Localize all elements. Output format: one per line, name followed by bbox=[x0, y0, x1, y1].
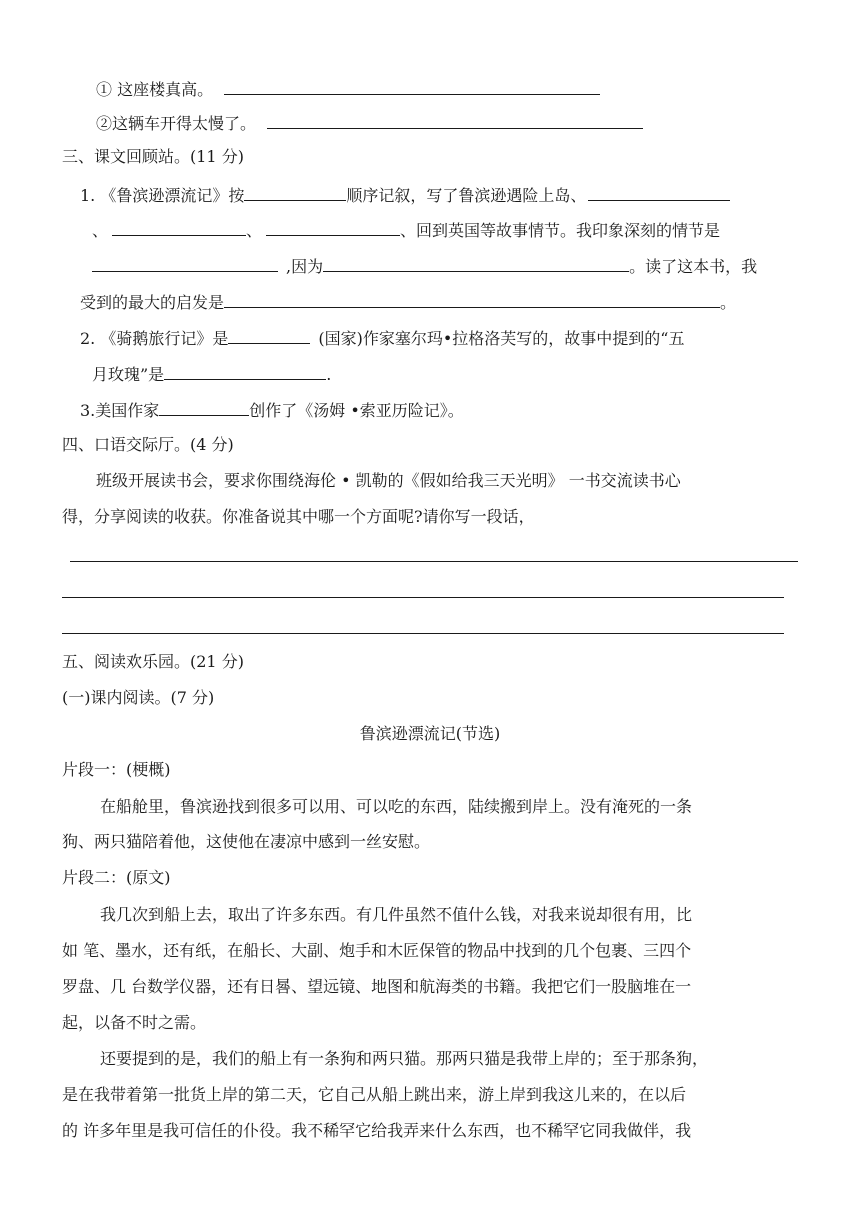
answer-blank[interactable] bbox=[112, 219, 246, 236]
answer-blank[interactable] bbox=[588, 184, 730, 201]
fragment-2-line: 是在我带着第一批货上岸的第二天，它自己从船上跳出来，游上岸到我这儿来的，在以后 bbox=[62, 1085, 687, 1104]
fragment-2-line: 如 笔、墨水，还有纸，在船长、大副、炮手和木匠保管的物品中找到的几个包裹、三四个 bbox=[62, 941, 692, 960]
q3-text: 受到的最大的启发是 bbox=[80, 293, 225, 312]
fragment-1-line: 在船舱里，鲁滨逊找到很多可以用、可以吃的东西，陆续搬到岸上。没有淹死的一条 bbox=[100, 797, 693, 816]
writing-line[interactable] bbox=[62, 597, 784, 598]
q5-heading: 五、阅读欢乐园。(21 分) bbox=[62, 652, 244, 671]
q3-text: 1. 《鲁滨逊漂流记》按 bbox=[80, 186, 245, 205]
q2-item-1 bbox=[96, 78, 600, 100]
q3-text: 、 bbox=[92, 221, 109, 240]
answer-blank[interactable] bbox=[323, 255, 629, 272]
answer-blank[interactable] bbox=[266, 219, 400, 236]
q3-item-1-line-2 bbox=[92, 219, 720, 241]
q3-text: 创作了《汤姆 •索亚历险记》。 bbox=[249, 401, 464, 420]
q3-text: 顺序记叙，写了鲁滨逊遇险上岛、 bbox=[346, 186, 587, 205]
q3-text: 2. 《骑鹅旅行记》是 bbox=[80, 329, 229, 348]
q3-item-1-line-3 bbox=[92, 255, 757, 277]
q3-item-3 bbox=[80, 399, 464, 421]
answer-blank[interactable] bbox=[92, 255, 278, 272]
fragment-2-line: 罗盘、几 台数学仪器，还有日晷、望远镜、地图和航海类的书籍。我把它们一股脑堆在一 bbox=[62, 977, 692, 996]
q2-item-2-text: ②这辆车开得太慢了。 bbox=[96, 114, 257, 133]
q3-text: . bbox=[326, 365, 332, 384]
fragment-2-label: 片段二：(原文) bbox=[62, 868, 171, 887]
q2-item-2 bbox=[96, 112, 643, 134]
q3-item-2-line-2 bbox=[92, 363, 331, 385]
q3-heading: 三、课文回顾站。(11 分) bbox=[62, 147, 244, 166]
fragment-1-label: 片段一：(梗概) bbox=[62, 760, 171, 779]
answer-blank[interactable] bbox=[224, 291, 720, 308]
q5-subsection: (一)课内阅读。(7 分) bbox=[62, 688, 215, 707]
answer-blank[interactable] bbox=[164, 363, 326, 380]
writing-line[interactable] bbox=[70, 561, 798, 562]
passage-title: 鲁滨逊漂流记(节选) bbox=[359, 724, 501, 743]
fragment-2-line: 的 许多年里是我可信任的仆役。我不稀罕它给我弄来什么东西，也不稀罕它同我做伴，我 bbox=[62, 1121, 692, 1140]
q3-item-1-line-1 bbox=[80, 184, 730, 206]
answer-blank[interactable] bbox=[228, 327, 310, 344]
answer-blank[interactable] bbox=[224, 78, 600, 95]
answer-blank[interactable] bbox=[244, 184, 346, 201]
q4-prompt-line-1: 班级开展读书会，要求你围绕海伦 • 凯勒的《假如给我三天光明》 一书交流读书心 bbox=[96, 471, 681, 490]
fragment-2-line: 还要提到的是，我们的船上有一条狗和两只猫。那两只猫是我带上岸的；至于那条狗， bbox=[100, 1049, 709, 1068]
fragment-2-line: 起，以备不时之需。 bbox=[62, 1013, 207, 1032]
q3-item-1-line-4 bbox=[80, 291, 736, 313]
q3-text: 月玫瑰”是 bbox=[92, 365, 165, 384]
q3-text: ,因为 bbox=[286, 257, 324, 276]
q3-text: (国家)作家塞尔玛•拉格洛芙写的，故事中提到的“五 bbox=[318, 329, 685, 348]
q4-heading: 四、口语交际厅。(4 分) bbox=[62, 435, 234, 454]
q3-text: 。读了这本书，我 bbox=[629, 257, 758, 276]
fragment-1-line: 狗、两只猫陪着他，这使他在凄凉中感到一丝安慰。 bbox=[62, 832, 431, 851]
answer-blank[interactable] bbox=[267, 112, 643, 129]
q3-item-2-line-1 bbox=[80, 327, 684, 349]
q4-prompt-line-2: 得，分享阅读的收获。你准备说其中哪一个方面呢?请你写一段话， bbox=[62, 507, 535, 526]
answer-blank[interactable] bbox=[159, 399, 249, 416]
q3-text: 、 bbox=[246, 221, 263, 240]
q3-text: 3.美国作家 bbox=[80, 401, 160, 420]
q3-text: 、回到英国等故事情节。我印象深刻的情节是 bbox=[400, 221, 721, 240]
q2-item-1-text: ① 这座楼真高。 bbox=[96, 80, 214, 99]
fragment-2-line: 我几次到船上去，取出了许多东西。有几件虽然不值什么钱，对我来说却很有用，比 bbox=[100, 905, 693, 924]
q3-text: 。 bbox=[720, 293, 737, 312]
writing-line[interactable] bbox=[62, 633, 784, 634]
